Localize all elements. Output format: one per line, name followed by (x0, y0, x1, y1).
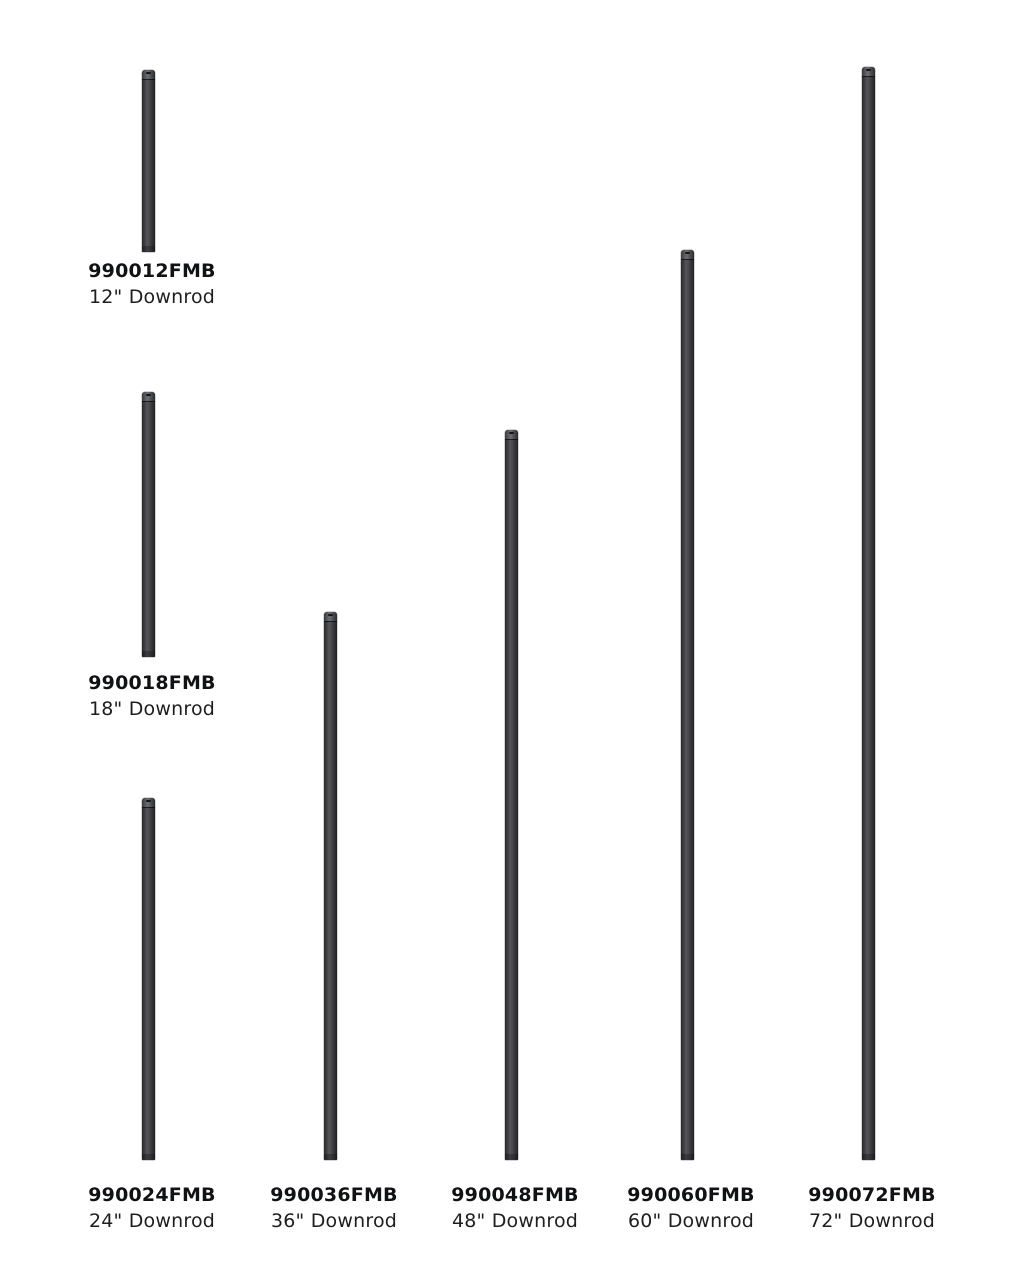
downrod-description: 12" Downrod (88, 286, 216, 308)
downrod-cap (862, 67, 875, 76)
downrod-cap-notch (866, 69, 872, 71)
downrod-sku: 990060FMB (627, 1184, 755, 1206)
downrod-foot (862, 1154, 875, 1160)
downrod-sku: 990018FMB (88, 672, 216, 694)
downrod-foot (681, 1154, 694, 1160)
downrod-label (722, 1182, 1022, 1235)
downrod-cap-seam (505, 439, 518, 440)
downrod-description: 72" Downrod (808, 1210, 936, 1232)
downrod-description: 24" Downrod (88, 1210, 216, 1232)
downrod-graphic (681, 250, 694, 1160)
downrod-sku: 990048FMB (451, 1184, 579, 1206)
downrod-cap-notch (509, 432, 515, 434)
downrod-cap (681, 250, 694, 259)
downrod-foot (142, 246, 155, 252)
downrod-graphic (142, 798, 155, 1160)
downrod-cap-seam (681, 259, 694, 260)
downrod-foot (505, 1154, 518, 1160)
downrod-sku: 990072FMB (808, 1184, 936, 1206)
downrod-cap (505, 430, 518, 439)
downrod-cap-seam (324, 621, 337, 622)
downrod-cap-notch (146, 72, 152, 74)
downrod-description: 60" Downrod (627, 1210, 755, 1232)
downrod-cap-notch (685, 252, 691, 254)
downrod-description: 18" Downrod (88, 698, 216, 720)
downrod-cap (142, 70, 155, 79)
downrod-cap-seam (142, 79, 155, 80)
downrod-cap-notch (146, 800, 152, 802)
downrod-label (2, 670, 302, 723)
downrod-cap-notch (328, 614, 334, 616)
downrod-cap-seam (142, 401, 155, 402)
downrod-foot (324, 1154, 337, 1160)
downrod-graphic (142, 70, 155, 252)
downrod-cap (142, 798, 155, 807)
downrod-cap-seam (862, 76, 875, 77)
downrod-description: 48" Downrod (451, 1210, 579, 1232)
downrod-label (2, 258, 302, 311)
downrod-graphic (324, 612, 337, 1160)
downrod-foot (142, 1154, 155, 1160)
downrod-cap (142, 392, 155, 401)
downrod-sku: 990012FMB (88, 260, 216, 282)
downrod-sku: 990024FMB (88, 1184, 216, 1206)
downrod-foot (142, 651, 155, 657)
downrod-description: 36" Downrod (270, 1210, 398, 1232)
downrod-sku: 990036FMB (270, 1184, 398, 1206)
downrod-graphic (505, 430, 518, 1160)
downrod-graphic (142, 392, 155, 657)
downrod-graphic (862, 67, 875, 1160)
downrod-cap-notch (146, 394, 152, 396)
downrod-cap-seam (142, 807, 155, 808)
downrod-cap (324, 612, 337, 621)
